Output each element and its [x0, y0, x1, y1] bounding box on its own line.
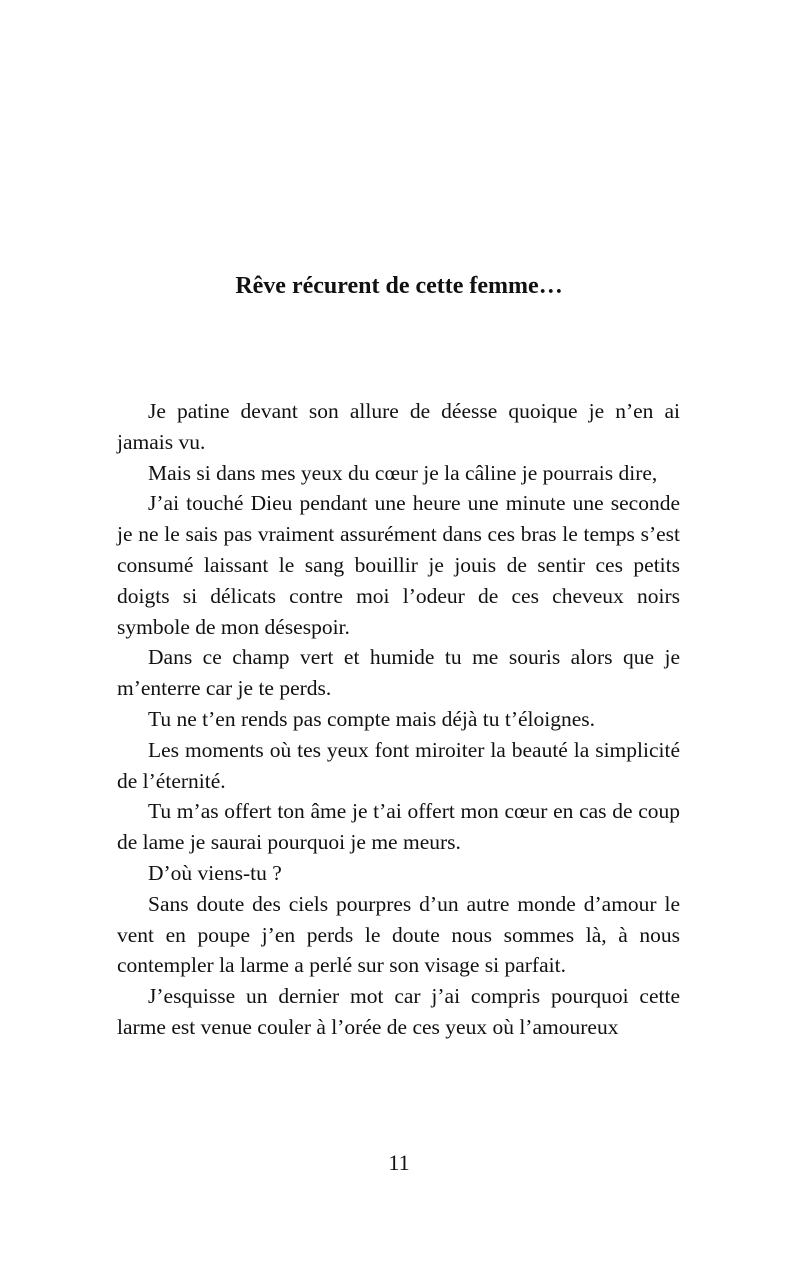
paragraph: Tu ne t’en rends pas compte mais déjà tu t’éloignes.	[148, 706, 596, 731]
paragraph: Sans doute des ciels pourpres d’un autre monde d’amour le vent en poupe j’en perds le doute nous sommes là, à nous contempler la larme a perlé sur son visage si parfait.	[117, 891, 680, 978]
paragraph: D’où viens-tu ?	[148, 860, 282, 885]
paragraph: Les moments où tes yeux font miroiter la beauté la simplicité de l’éternité.	[117, 737, 680, 793]
paragraph: J’esquisse un dernier mot car j’ai compris pourquoi cette larme est venue couler à l’orée de ces yeux où l’amoureux	[117, 984, 680, 1039]
paragraph: Tu m’as offert ton âme je t’ai offert mon cœur en cas de coup de lame je saurai pourquoi je me meurs.	[117, 799, 680, 855]
page-number: 11	[388, 1150, 410, 1175]
paragraph: Mais si dans mes yeux du cœur je la câline je pourrais dire,	[148, 460, 658, 485]
paragraph: J’ai touché Dieu pendant une heure une minute une seconde je ne le sais pas vraiment assurément dans ces bras le temps s’est consumé laissant le sang bouillir je jouis de sentir ces petits doigts si délicats contre moi l’odeur de ces cheveux noirs symbole de mon désespoir.	[117, 491, 680, 639]
poem-body	[117, 396, 680, 1043]
paragraph: Je patine devant son allure de déesse quoique je n’en ai jamais vu.	[117, 399, 680, 454]
page-title: Rêve récurent de cette femme…	[235, 273, 563, 299]
paragraph: Dans ce champ vert et humide tu me souris alors que je m’enterre car je te perds.	[117, 645, 680, 701]
